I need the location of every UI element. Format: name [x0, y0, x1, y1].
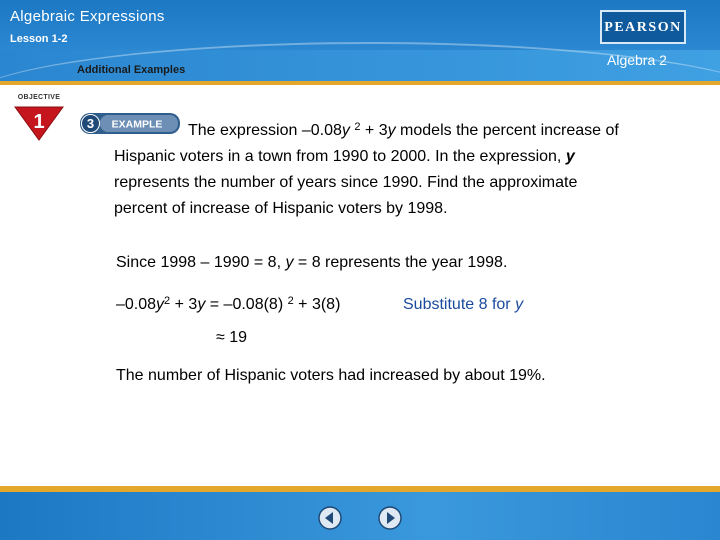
right-arrow-icon[interactable]: [378, 506, 402, 530]
objective-badge: [12, 94, 66, 140]
footer-bar: [0, 486, 720, 540]
header-divider: [0, 81, 720, 85]
pearson-logo-text: PEARSON: [604, 20, 682, 35]
lesson-label: Lesson 1-2: [10, 33, 68, 45]
example-label: EXAMPLE: [111, 118, 163, 131]
objective-label: OBJECTIVE: [17, 94, 61, 101]
footer-divider: [0, 486, 720, 492]
approximate-result: [216, 329, 247, 347]
approx-symbol: ≈: [216, 329, 225, 346]
left-arrow-icon[interactable]: [318, 506, 342, 530]
pearson-logo: [600, 10, 686, 44]
substitution-equation: $-0.08y^2 + 3y = -0.08(8) ^2 + 3(8)$: [116, 295, 341, 313]
objective-number: 1: [33, 111, 45, 133]
conclusion-statement: The number of Hispanic voters had increased by about 19%.: [116, 367, 546, 384]
slide-title: Algebraic Expressions: [10, 8, 165, 25]
since-statement: Since 1998 – 1990 = 8, y = 8 represents the year 1998.: [116, 254, 508, 271]
substitution-note: Substitute 8 for y: [403, 296, 524, 313]
example-number: 3: [86, 116, 95, 131]
approx-value: 19: [229, 329, 248, 346]
problem-statement: The expression –0.08y $^2$ + 3y models the percent increase of Hispanic voters in a town from 1990 to 2000. In the expression, y represents the number of years since 1990. Find the approximate percent of increase of Hispanic voters by 1998.: [114, 121, 619, 217]
objective-icon: [12, 104, 66, 142]
subject-label: Algebra 2: [607, 52, 667, 68]
section-label: Additional Examples: [77, 64, 186, 76]
